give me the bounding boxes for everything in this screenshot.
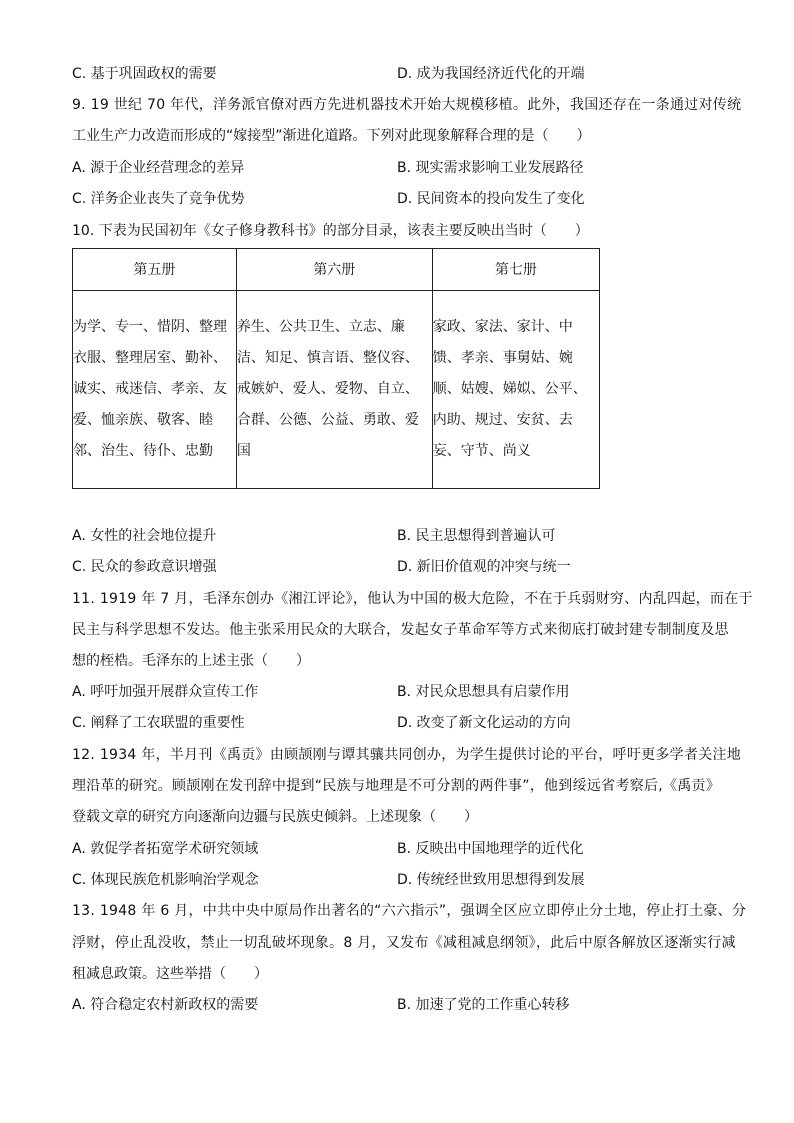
q12-option-c: C. 体现民族危机影响治学观念	[72, 872, 259, 888]
table-header-vol7: 第七册	[432, 249, 599, 291]
q12-option-a: A. 敦促学者拓宽学术研究领域	[72, 841, 259, 857]
q11-stem-line-2: 民主与科学思想不发达。他主张采用民众的大联合，发起女子革命军等方式来彻底打破封建专制制度及思	[72, 622, 729, 638]
q10-stem-line-1: 10. 下表为民国初年《女子修身教科书》的部分目录，该表主要反映出当时（ ）	[72, 223, 589, 239]
q10-option-b: B. 民主思想得到普遍认可	[397, 528, 556, 544]
q12-stem-line-1: 12. 1934 年，半月刊《禹贡》由顾颉刚与谭其骧共同创办，为学生提供讨论的平台，呼吁更多学者关注地	[72, 747, 742, 763]
q13-option-b: B. 加速了党的工作重心转移	[397, 997, 570, 1013]
table-cell-vol7-text: 家政、家法、家计、中馈、孝亲、事舅姑、婉顺、姑嫂、娣姒、公平、内助、规过、安贫、去妄、守节、尚义	[432, 319, 587, 459]
textbook-contents-table	[72, 248, 600, 489]
q8-option-d: D. 成为我国经济近代化的开端	[397, 66, 585, 82]
table-header-row	[73, 249, 600, 291]
table-header-vol6: 第六册	[236, 249, 432, 291]
q12-option-b: B. 反映出中国地理学的近代化	[397, 841, 584, 857]
q11-option-a: A. 呼吁加强开展群众宣传工作	[72, 684, 259, 700]
q9-option-b: B. 现实需求影响工业发展路径	[397, 160, 584, 176]
table-header-vol5: 第五册	[73, 249, 237, 291]
q11-stem-line-1: 11. 1919 年 7 月，毛泽东创办《湘江评论》，他认为中国的极大危险，不在于兵弱财穷、内乱四起，而在于	[72, 591, 753, 607]
q9-option-a: A. 源于企业经营理念的差异	[72, 160, 245, 176]
q11-option-d: D. 改变了新文化运动的方向	[397, 715, 571, 731]
q13-stem-line-1: 13. 1948 年 6 月，中共中央中原局作出著名的“六六指示”，强调全区应立即停止分土地，停止打土豪、分	[72, 903, 747, 919]
table-cell-vol5-text: 为学、专一、惜阴、整理衣服、整理居室、勤补、诚实、戒迷信、孝亲、友爱、恤亲族、敬客、睦邻、治生、待仆、忠勤	[73, 319, 227, 459]
q11-option-b: B. 对民众思想具有启蒙作用	[397, 684, 570, 700]
q9-option-c: C. 洋务企业丧失了竞争优势	[72, 191, 245, 207]
q13-stem-line-2: 浮财，停止乱没收，禁止一切乱破坏现象。8 月，又发布《减租减息纲领》，此后中原各解放区逐渐实行减	[72, 935, 736, 951]
q9-stem-line-1: 9. 19 世纪 70 年代，洋务派官僚对西方先进机器技术开始大规模移植。此外，我国还存在一条通过对传统	[72, 97, 742, 113]
q10-option-d: D. 新旧价值观的冲突与统一	[397, 559, 571, 575]
q12-option-d: D. 传统经世致用思想得到发展	[397, 872, 585, 888]
q9-stem-line-2: 工业生产力改造而形成的“嫁接型”渐进化道路。下列对此现象解释合理的是（ ）	[72, 128, 591, 144]
q10-option-a: A. 女性的社会地位提升	[72, 528, 217, 544]
q9-option-d: D. 民间资本的投向发生了变化	[397, 191, 585, 207]
q10-option-c: C. 民众的参政意识增强	[72, 559, 217, 575]
table-cell-vol5	[73, 291, 237, 489]
q12-stem-line-3: 登载文章的研究方向逐渐向边疆与民族史倾斜。上述现象（ ）	[72, 809, 478, 825]
q11-stem-line-3: 想的桎梏。毛泽东的上述主张（ ）	[72, 653, 310, 669]
q12-stem-line-2: 理沿革的研究。顾颉刚在发刊辞中提到“民族与地理是不可分割的两件事”，他到绥远省考察后,《禹贡》	[72, 778, 721, 794]
table-cell-vol6	[236, 291, 432, 489]
table-cell-vol6-text: 养生、公共卫生、立志、廉洁、知足、慎言语、整仪容、戒嫉妒、爱人、爱物、自立、合群、公德、公益、勇敢、爱国	[236, 319, 419, 459]
q11-option-c: C. 阐释了工农联盟的重要性	[72, 715, 245, 731]
q13-stem-line-3: 租减息政策。这些举措（ ）	[72, 966, 268, 982]
q13-option-a: A. 符合稳定农村新政权的需要	[72, 997, 259, 1013]
table-cell-vol7	[432, 291, 599, 489]
table-row	[73, 291, 600, 489]
q8-option-c: C. 基于巩固政权的需要	[72, 66, 217, 82]
